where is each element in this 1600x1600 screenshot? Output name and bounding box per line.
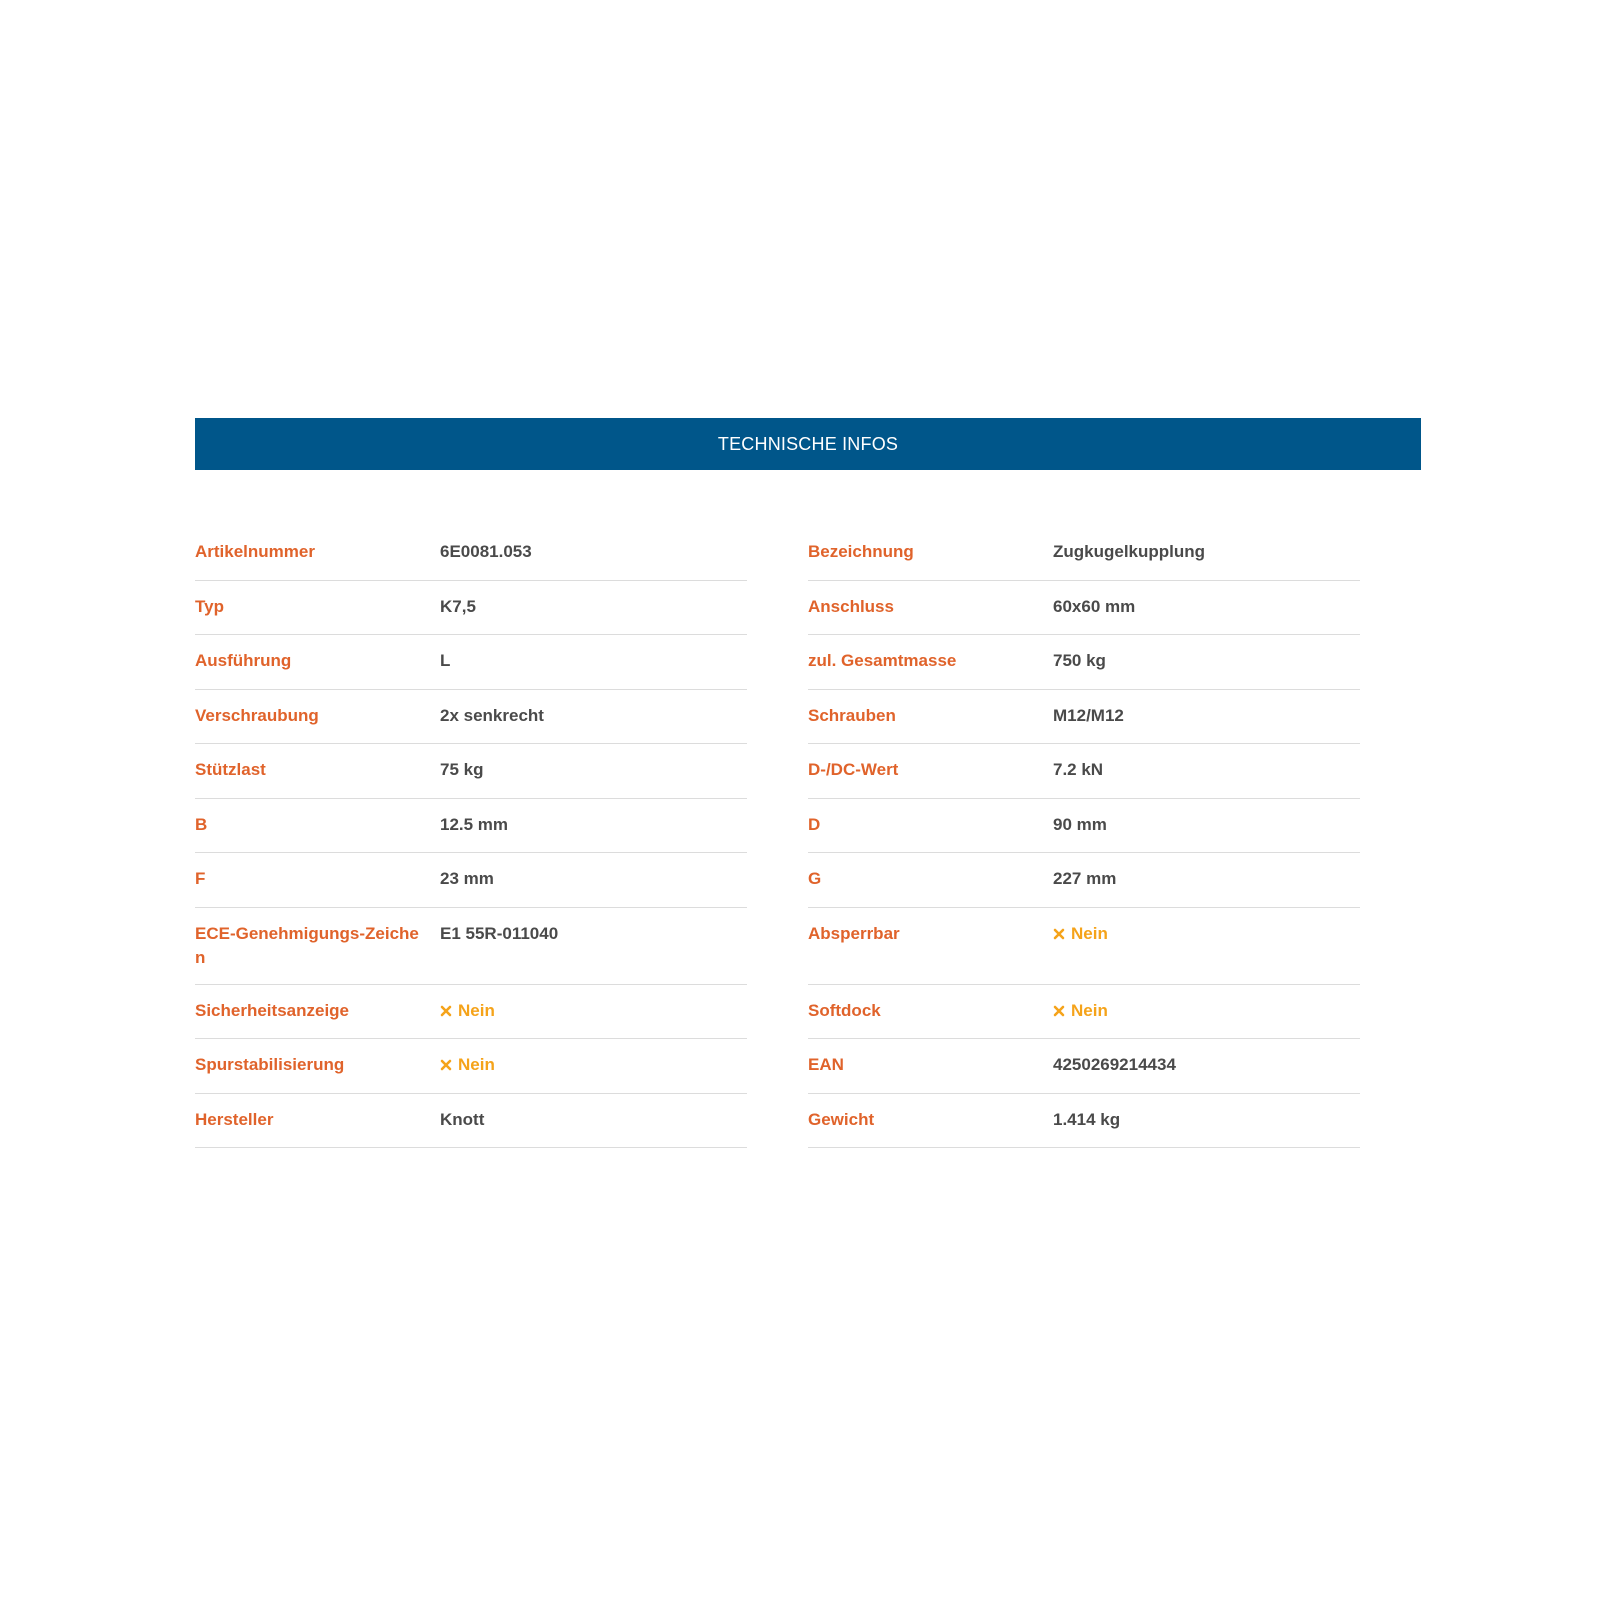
spec-label: B: [195, 814, 208, 834]
spec-label: Gewicht: [808, 1109, 875, 1129]
spec-label: Softdock: [808, 1000, 881, 1020]
spec-row-hersteller: [195, 1094, 747, 1149]
technische-infos-header: [195, 418, 1421, 470]
spec-value: 2x senkrecht: [440, 705, 544, 725]
spec-row-f: [195, 853, 747, 908]
spec-value: 90 mm: [1053, 814, 1107, 834]
spec-row-b: [195, 799, 747, 854]
spec-label: Artikelnummer: [195, 542, 315, 561]
spec-label: D: [808, 814, 821, 834]
spec-row-g: [808, 853, 1360, 908]
spec-value-no: [440, 1053, 495, 1077]
spec-value: 7.2 kN: [1053, 760, 1104, 779]
spec-label: Hersteller: [195, 1109, 274, 1129]
spec-row-ausfuehrung: [195, 635, 747, 690]
spec-value: Knott: [440, 1109, 485, 1129]
spec-value-no: [1053, 922, 1108, 946]
spec-label: Verschraubung: [195, 705, 319, 725]
spec-label: Absperrbar: [808, 923, 900, 943]
spec-row-zul-gesamtmasse: [808, 635, 1360, 690]
spec-value: 23 mm: [440, 869, 494, 888]
spec-value: E1 55R-011040: [440, 923, 559, 943]
no-text: Nein: [1071, 923, 1108, 943]
spec-row-ece-genehmigungs-zeichen: [195, 908, 747, 985]
spec-label: Bezeichnung: [808, 542, 914, 561]
spec-value: L: [440, 651, 451, 670]
spec-row-ean: [808, 1039, 1360, 1094]
spec-label: Anschluss: [808, 596, 894, 616]
spec-row-absperrbar: [808, 908, 1360, 985]
spec-label: Schrauben: [808, 705, 896, 725]
x-icon: [1053, 1005, 1065, 1017]
spec-label: zul. Gesamtmasse: [808, 651, 957, 670]
spec-row-bezeichnung: [808, 526, 1360, 581]
spec-label: EAN: [808, 1055, 844, 1074]
spec-value: 12.5 mm: [440, 814, 509, 834]
spec-row-schrauben: [808, 690, 1360, 745]
spec-row-verschraubung: [195, 690, 747, 745]
spec-value: 6E0081.053: [440, 542, 532, 561]
x-icon: [440, 1059, 452, 1071]
spec-row-gewicht: [808, 1094, 1360, 1149]
no-text: Nein: [458, 1000, 495, 1020]
spec-label: Typ: [195, 596, 224, 616]
spec-value: M12/M12: [1053, 705, 1124, 725]
spec-value: 227 mm: [1053, 869, 1117, 888]
spec-label: Sicherheitsanzeige: [195, 1000, 350, 1020]
spec-value: 75 kg: [440, 760, 484, 779]
spec-value: 60x60 mm: [1053, 596, 1136, 616]
spec-label: D-/DC-Wert: [808, 760, 899, 779]
specs-right-column: [808, 526, 1360, 1148]
spec-row-spurstabilisierung: [195, 1039, 747, 1094]
header-title: TECHNISCHE INFOS: [717, 433, 899, 454]
spec-value: 1.414 kg: [1053, 1109, 1121, 1129]
spec-row-typ: [195, 581, 747, 636]
spec-row-d-dc-wert: [808, 744, 1360, 799]
spec-value-no: [440, 999, 495, 1023]
spec-row-anschluss: [808, 581, 1360, 636]
spec-label: ECE-Genehmigungs-Zeichen: [195, 923, 419, 967]
spec-row-stuetzlast: [195, 744, 747, 799]
spec-label: Ausführung: [195, 651, 292, 670]
specs-left-column: [195, 526, 747, 1148]
spec-value-no: [1053, 999, 1108, 1023]
x-icon: [1053, 928, 1065, 940]
spec-row-d: [808, 799, 1360, 854]
no-text: Nein: [458, 1055, 495, 1074]
spec-label: Stützlast: [195, 760, 266, 779]
x-icon: [440, 1005, 452, 1017]
spec-label: G: [808, 869, 822, 888]
spec-row-sicherheitsanzeige: [195, 985, 747, 1040]
spec-value: 750 kg: [1053, 651, 1106, 670]
no-text: Nein: [1071, 1000, 1108, 1020]
spec-row-softdock: [808, 985, 1360, 1040]
spec-label: Spurstabilisierung: [195, 1055, 345, 1074]
spec-value: Zugkugelkupplung: [1053, 542, 1206, 561]
spec-value: 4250269214434: [1053, 1055, 1176, 1074]
spec-row-artikelnummer: [195, 526, 747, 581]
spec-label: F: [195, 869, 206, 888]
spec-value: K7,5: [440, 596, 476, 616]
